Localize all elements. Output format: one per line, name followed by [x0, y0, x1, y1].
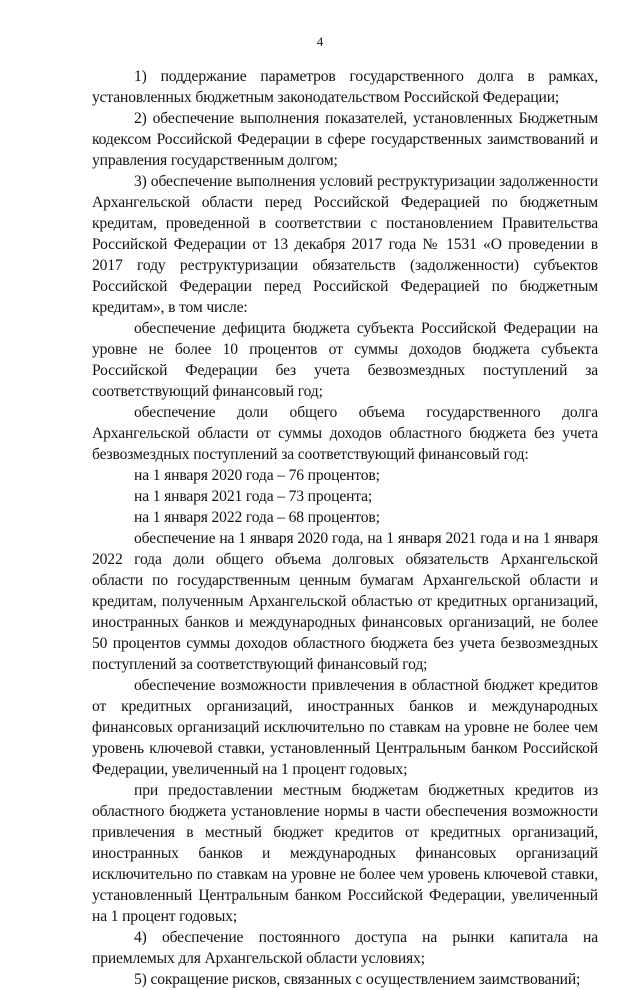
- paragraph-item-2: 2) обеспечение выполнения показателей, установленных Бюджетным кодексом Российской Федерации в сфере государственных заимствований и управления государственным долгом;: [92, 110, 598, 169]
- paragraph-credit-rates: обеспечение возможности привлечения в областной бюджет кредитов от кредитных организаций, иностранных банков и международных финансовых организаций исключительно по ставкам на уровне не более чем уровень ключевой ставки, установленный Центральным банком Российской Федерации, увеличенный на 1 процент годовых;: [92, 677, 598, 778]
- paragraph-item-5: 5) сокращение рисков, связанных с осуществлением заимствований;: [134, 971, 581, 988]
- paragraph-deficit: обеспечение дефицита бюджета субъекта Российской Федерации на уровне не более 10 процентов от суммы доходов бюджета субъекта Российской Федерации без учета безвозмездных поступлений за соответствующий финансовый год;: [92, 320, 598, 400]
- paragraph-item-4: 4) обеспечение постоянного доступа на рынки капитала на приемлемых для Архангельской области условиях;: [92, 929, 598, 967]
- paragraph-2020: на 1 января 2020 года – 76 процентов;: [134, 467, 380, 484]
- paragraph-item-1: 1) поддержание параметров государственного долга в рамках, установленных бюджетным законодательством Российской Федерации;: [92, 68, 598, 106]
- paragraph-item-3: 3) обеспечение выполнения условий реструктуризации задолженности Архангельской области перед Российской Федерацией по бюджетным кредитам, проведенной в соответствии с постановлением Правительства Российской Федерации от 13 декабря 2017 года № 1531 «О проведении в 2017 году реструктуризации обязательств (задолженности) субъектов Российской Федерации перед Российской Федерацией по бюджетным кредитам», в том числе:: [92, 173, 598, 316]
- paragraph-local-budgets: при предоставлении местным бюджетам бюджетных кредитов из областного бюджета установление нормы в части обеспечения возможности привлечения в местный бюджет кредитов от кредитных организаций, иностранных банков и международных финансовых организаций исключительно по ставкам на уровне не более чем уровень ключевой ставки, установленный Центральным банком Российской Федерации, увеличенный на 1 процент годовых;: [92, 782, 598, 925]
- document-body: [92, 66, 598, 990]
- paragraph-bonds-share: обеспечение на 1 января 2020 года, на 1 января 2021 года и на 1 января 2022 года доли общего объема долговых обязательств Архангельской области по государственным ценным бумагам Архангельской области и кредитам, полученным Архангельской областью от кредитных организаций, иностранных банков и международных финансовых организаций, не более 50 процентов суммы доходов областного бюджета без учета безвозмездных поступлений за соответствующий финансовый год;: [92, 530, 598, 673]
- page-number: 4: [316, 34, 324, 49]
- paragraph-2021: на 1 января 2021 года – 73 процента;: [134, 488, 373, 505]
- paragraph-debt-share: обеспечение доли общего объема государственного долга Архангельской области от суммы доходов областного бюджета без учета безвозмездных поступлений за соответствующий финансовый год:: [92, 404, 598, 463]
- paragraph-2022: на 1 января 2022 года – 68 процентов;: [134, 509, 380, 526]
